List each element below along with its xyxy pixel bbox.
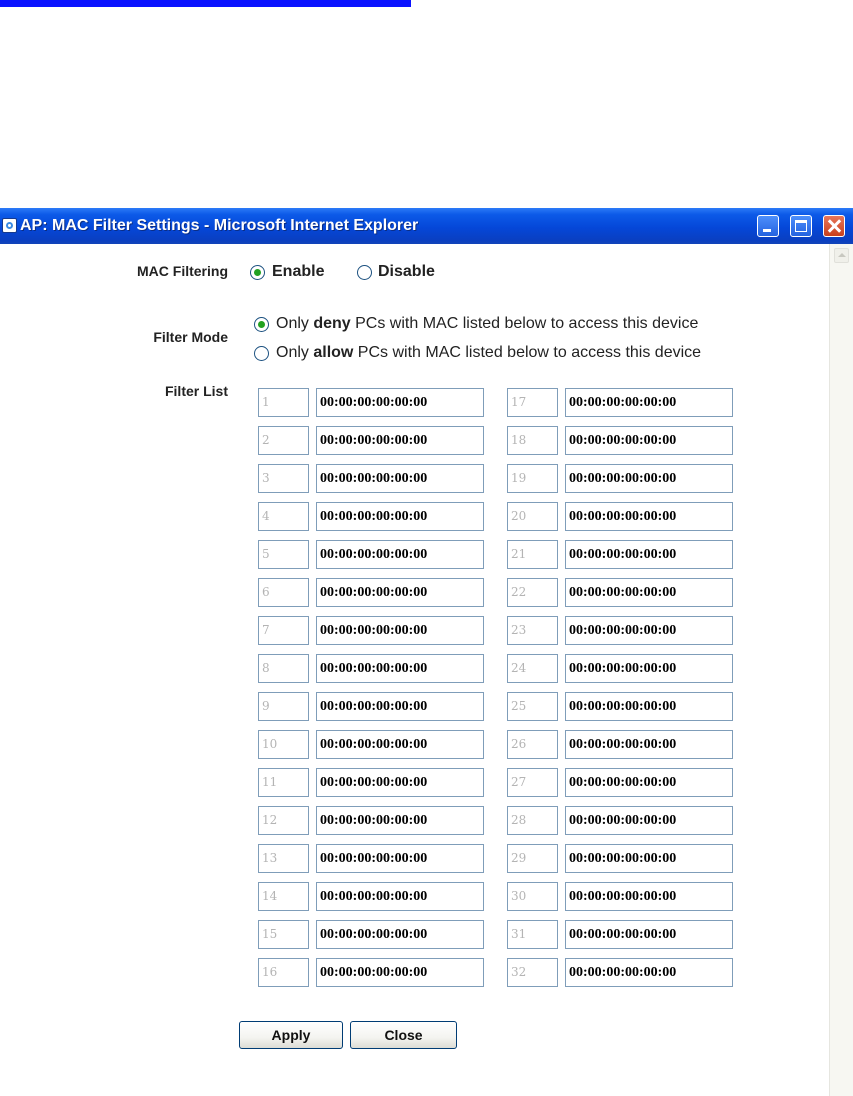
filter-mode-deny-radio[interactable] xyxy=(254,317,269,332)
mac-address-field[interactable]: 00:00:00:00:00:00 xyxy=(316,882,484,911)
mac-address-field[interactable]: 00:00:00:00:00:00 xyxy=(565,502,733,531)
entry-number-field[interactable]: 23 xyxy=(507,616,558,645)
vertical-scrollbar[interactable] xyxy=(829,244,853,1096)
mac-address-field[interactable]: 00:00:00:00:00:00 xyxy=(565,882,733,911)
mac-address-field[interactable]: 00:00:00:00:00:00 xyxy=(316,920,484,949)
close-button[interactable]: Close xyxy=(350,1021,457,1049)
mac-filtering-enable-label[interactable]: Enable xyxy=(272,263,325,280)
entry-number-field[interactable]: 8 xyxy=(258,654,309,683)
mac-address-field[interactable]: 00:00:00:00:00:00 xyxy=(565,654,733,683)
entry-number-field[interactable]: 12 xyxy=(258,806,309,835)
filter-mode-allow-option[interactable] xyxy=(276,344,701,362)
mac-address-field[interactable]: 00:00:00:00:00:00 xyxy=(316,768,484,797)
entry-number-field[interactable]: 13 xyxy=(258,844,309,873)
mac-address-field[interactable]: 00:00:00:00:00:00 xyxy=(565,388,733,417)
mac-address-field[interactable]: 00:00:00:00:00:00 xyxy=(565,768,733,797)
entry-number-field[interactable]: 6 xyxy=(258,578,309,607)
mac-address-field[interactable]: 00:00:00:00:00:00 xyxy=(565,692,733,721)
top-link-bar xyxy=(0,0,411,7)
mac-address-field[interactable]: 00:00:00:00:00:00 xyxy=(565,730,733,759)
entry-number-field[interactable]: 27 xyxy=(507,768,558,797)
entry-number-field[interactable]: 11 xyxy=(258,768,309,797)
close-window-button[interactable] xyxy=(823,215,845,237)
mac-address-field[interactable]: 00:00:00:00:00:00 xyxy=(316,692,484,721)
entry-number-field[interactable]: 18 xyxy=(507,426,558,455)
scroll-up-arrow-icon[interactable] xyxy=(834,248,849,263)
entry-number-field[interactable]: 29 xyxy=(507,844,558,873)
allow-prefix-text: Only xyxy=(276,344,314,361)
entry-number-field[interactable]: 15 xyxy=(258,920,309,949)
entry-number-field[interactable]: 1 xyxy=(258,388,309,417)
entry-number-field[interactable]: 2 xyxy=(258,426,309,455)
entry-number-field[interactable]: 26 xyxy=(507,730,558,759)
entry-number-field[interactable]: 7 xyxy=(258,616,309,645)
entry-number-field[interactable]: 5 xyxy=(258,540,309,569)
mac-address-field[interactable]: 00:00:00:00:00:00 xyxy=(316,958,484,987)
mac-address-field[interactable]: 00:00:00:00:00:00 xyxy=(565,806,733,835)
entry-number-field[interactable]: 22 xyxy=(507,578,558,607)
entry-number-field[interactable]: 9 xyxy=(258,692,309,721)
entry-number-field[interactable]: 20 xyxy=(507,502,558,531)
entry-number-field[interactable]: 28 xyxy=(507,806,558,835)
mac-filtering-label: MAC Filtering xyxy=(137,263,228,279)
apply-button[interactable]: Apply xyxy=(239,1021,343,1049)
mac-address-field[interactable]: 00:00:00:00:00:00 xyxy=(316,388,484,417)
minimize-button[interactable] xyxy=(757,215,779,237)
maximize-button[interactable] xyxy=(790,215,812,237)
browser-window xyxy=(0,208,853,1096)
entry-number-field[interactable]: 4 xyxy=(258,502,309,531)
deny-suffix-text: PCs with MAC listed below to access this device xyxy=(350,315,699,332)
entry-number-field[interactable]: 21 xyxy=(507,540,558,569)
entry-number-field[interactable]: 14 xyxy=(258,882,309,911)
mac-address-field[interactable]: 00:00:00:00:00:00 xyxy=(316,578,484,607)
entry-number-field[interactable]: 16 xyxy=(258,958,309,987)
mac-address-field[interactable]: 00:00:00:00:00:00 xyxy=(316,844,484,873)
mac-filtering-disable-label[interactable]: Disable xyxy=(378,263,435,280)
mac-address-field[interactable]: 00:00:00:00:00:00 xyxy=(316,654,484,683)
filter-mode-label: Filter Mode xyxy=(153,329,228,345)
entry-number-field[interactable]: 32 xyxy=(507,958,558,987)
entry-number-field[interactable]: 25 xyxy=(507,692,558,721)
filter-mode-allow-radio[interactable] xyxy=(254,346,269,361)
ie-page-icon xyxy=(2,218,17,233)
mac-address-field[interactable]: 00:00:00:00:00:00 xyxy=(565,578,733,607)
mac-address-field[interactable]: 00:00:00:00:00:00 xyxy=(316,426,484,455)
mac-address-field[interactable]: 00:00:00:00:00:00 xyxy=(565,920,733,949)
deny-prefix-text: Only xyxy=(276,315,314,332)
mac-filtering-enable-radio[interactable] xyxy=(250,265,265,280)
mac-address-field[interactable]: 00:00:00:00:00:00 xyxy=(316,616,484,645)
mac-filtering-disable-radio[interactable] xyxy=(357,265,372,280)
mac-address-field[interactable]: 00:00:00:00:00:00 xyxy=(316,464,484,493)
window-title: AP: MAC Filter Settings - Microsoft Internet Explorer xyxy=(20,217,419,234)
filter-list-label: Filter List xyxy=(164,383,228,399)
mac-address-field[interactable]: 00:00:00:00:00:00 xyxy=(316,806,484,835)
mac-address-field[interactable]: 00:00:00:00:00:00 xyxy=(316,540,484,569)
mac-address-field[interactable]: 00:00:00:00:00:00 xyxy=(565,426,733,455)
entry-number-field[interactable]: 17 xyxy=(507,388,558,417)
entry-number-field[interactable]: 10 xyxy=(258,730,309,759)
filter-mode-deny-option[interactable] xyxy=(276,315,698,333)
mac-address-field[interactable]: 00:00:00:00:00:00 xyxy=(565,464,733,493)
mac-address-field[interactable]: 00:00:00:00:00:00 xyxy=(565,844,733,873)
entry-number-field[interactable]: 24 xyxy=(507,654,558,683)
allow-keyword: allow xyxy=(313,344,354,361)
entry-number-field[interactable]: 31 xyxy=(507,920,558,949)
entry-number-field[interactable]: 30 xyxy=(507,882,558,911)
entry-number-field[interactable]: 3 xyxy=(258,464,309,493)
deny-keyword: deny xyxy=(313,315,351,332)
mac-address-field[interactable]: 00:00:00:00:00:00 xyxy=(565,616,733,645)
title-bar[interactable] xyxy=(0,208,853,244)
allow-suffix-text: PCs with MAC listed below to access this device xyxy=(353,344,702,361)
mac-address-field[interactable]: 00:00:00:00:00:00 xyxy=(316,502,484,531)
mac-address-field[interactable]: 00:00:00:00:00:00 xyxy=(565,540,733,569)
mac-address-field[interactable]: 00:00:00:00:00:00 xyxy=(316,730,484,759)
mac-address-field[interactable]: 00:00:00:00:00:00 xyxy=(565,958,733,987)
entry-number-field[interactable]: 19 xyxy=(507,464,558,493)
